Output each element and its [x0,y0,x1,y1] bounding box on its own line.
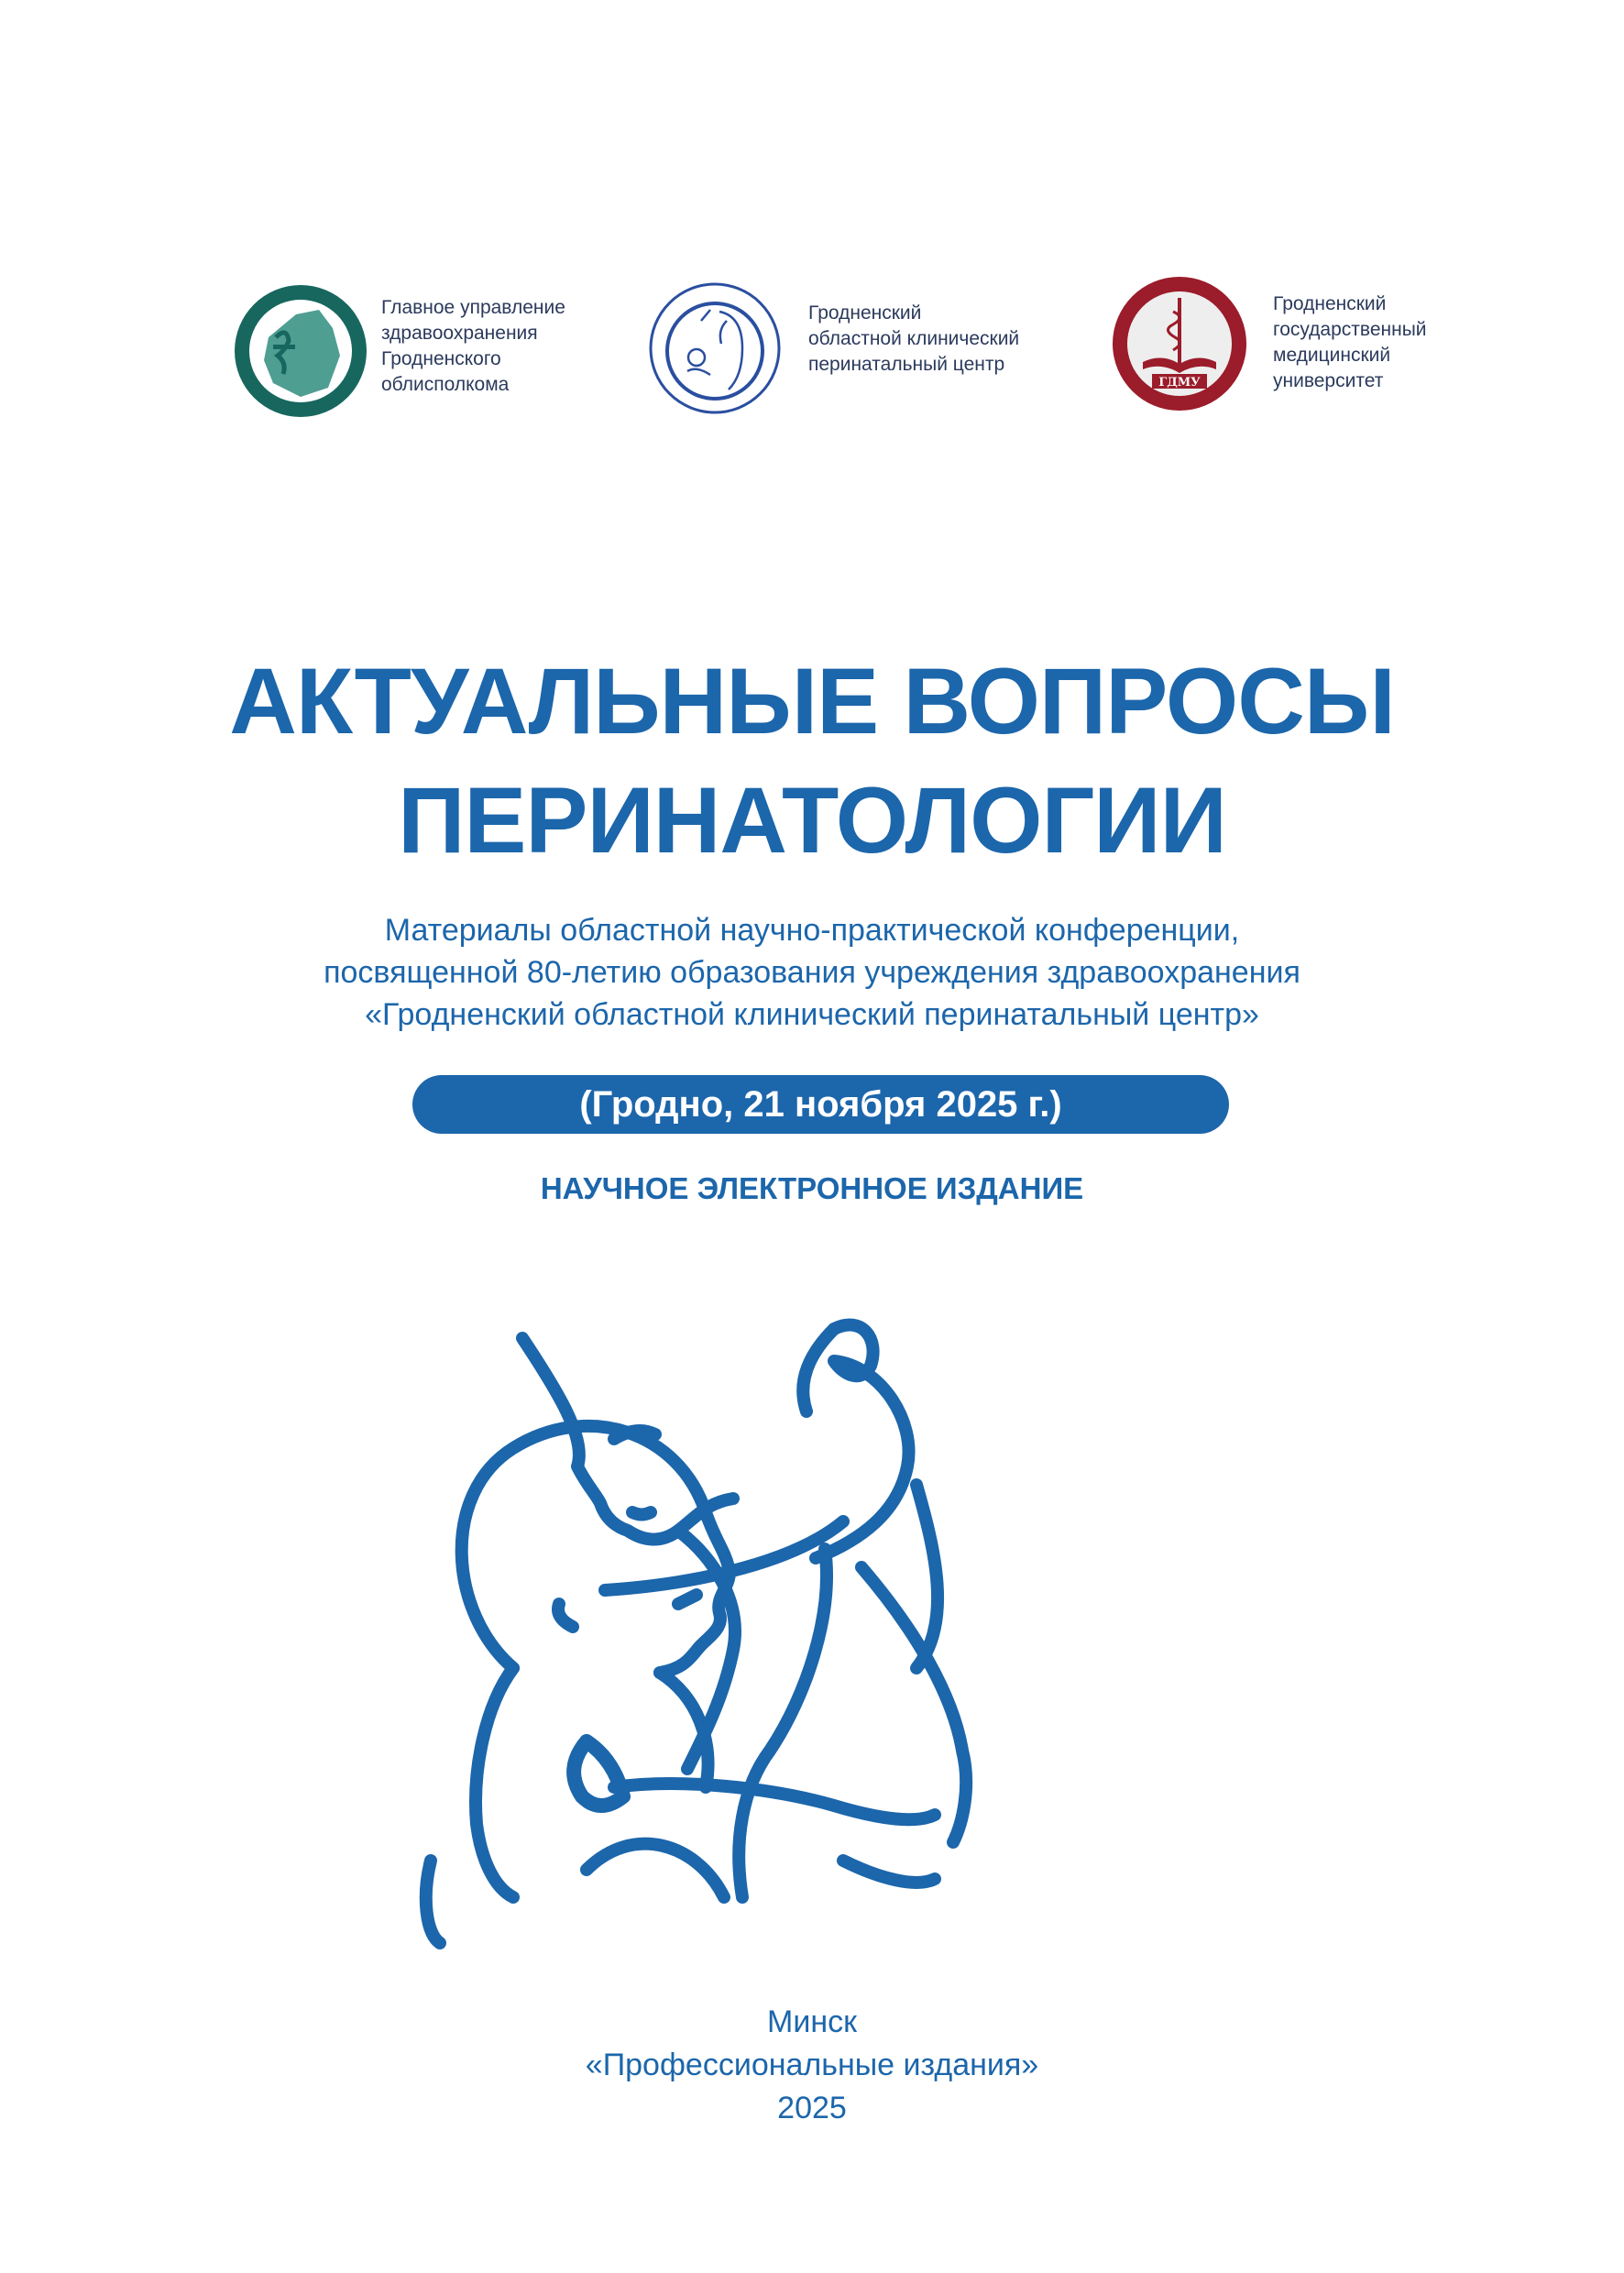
perinatal-center-logo [646,280,784,417]
mother-and-baby-illustration [403,1311,1228,1952]
subtitle-line: Материалы областной научно-практической конференции, [384,913,1240,948]
subtitle [0,909,1624,1036]
subtitle-line: посвященной 80-летию образования учреждения здравоохранения [324,955,1300,990]
perinatal-center-name [808,301,1019,378]
subtitle-line: «Гродненский областной клинический перинатальный центр» [365,997,1259,1032]
page-title [0,642,1624,880]
logo-text-line: перинатальный центр [808,354,1005,375]
logo-text-line: Гродненского [381,348,501,369]
logo-text-line: областной клинический [808,328,1020,349]
publication-info [0,2001,1624,2130]
logo-text-line: облисполкома [381,374,510,395]
logo-text-line: медицинский [1273,345,1391,366]
medical-university-logo [1111,275,1248,412]
logo-text-line: Гродненский [1273,293,1387,314]
logo-text-line: государственный [1273,319,1427,340]
publication-year: 2025 [777,2091,847,2125]
title-line: ПЕРИНАТОЛОГИИ [398,768,1226,873]
title-line: АКТУАЛЬНЫЕ ВОПРОСЫ [229,649,1395,753]
logo-text-line: университет [1273,370,1384,391]
logo-text-line: здравоохранения [381,323,538,344]
publisher-name: «Профессиональные издания» [585,2048,1039,2082]
logo-text-line: Гродненский [808,302,922,324]
health-department-logo [232,282,369,420]
health-department-name [381,295,565,398]
date-badge: (Гродно, 21 ноября 2025 г.) [412,1075,1229,1134]
medical-university-name [1273,291,1427,394]
svg-text:ГДМУ: ГДМУ [1158,376,1201,390]
edition-type: НАУЧНОЕ ЭЛЕКТРОННОЕ ИЗДАНИЕ [540,1171,1084,1205]
publication-city: Минск [767,2004,857,2039]
logo-text-line: Главное управление [381,297,565,318]
